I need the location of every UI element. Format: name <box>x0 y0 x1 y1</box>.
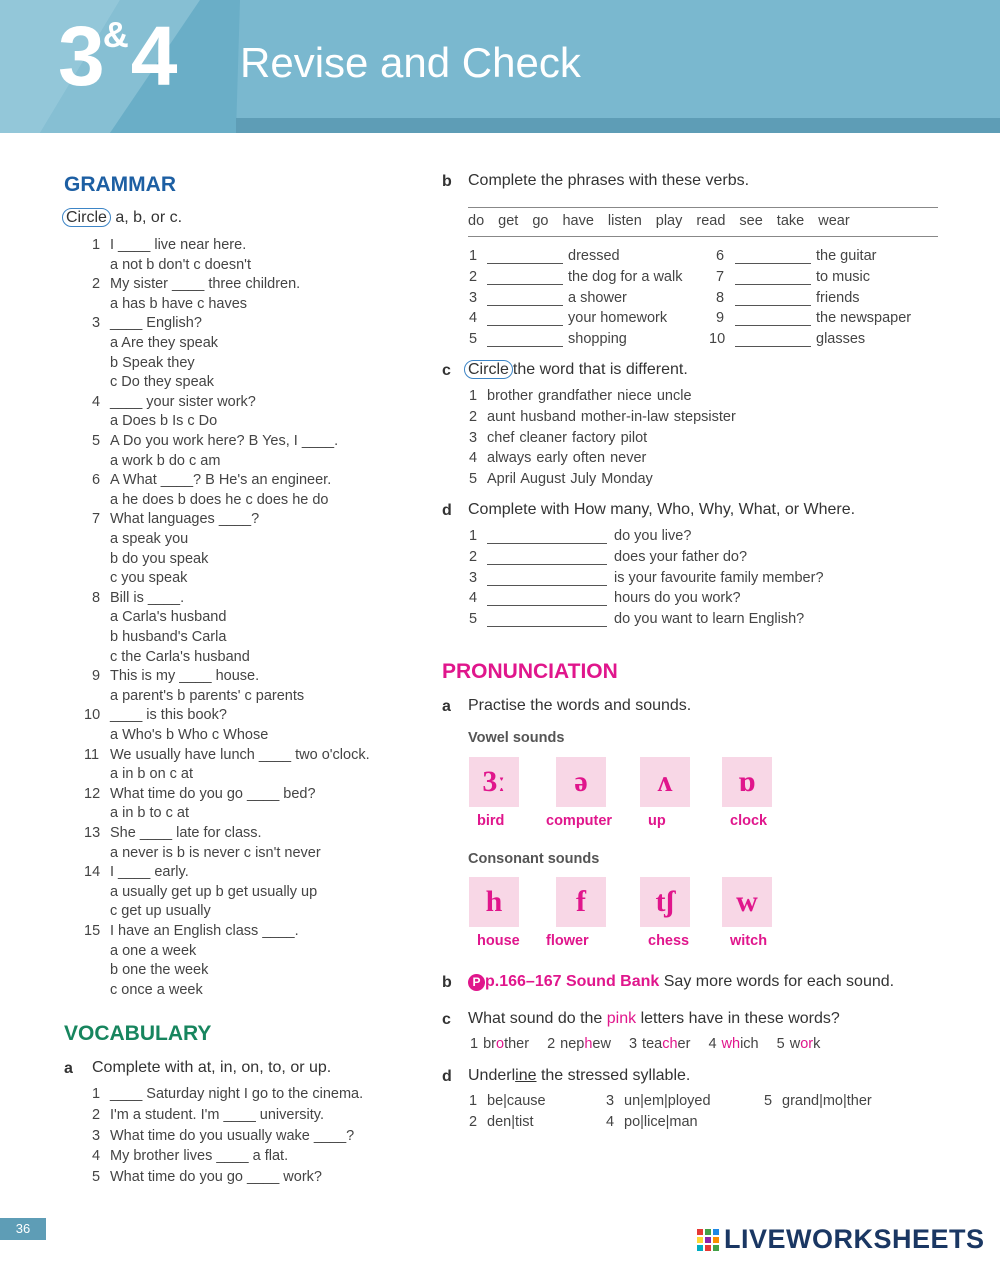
question-number: 2 <box>92 276 101 293</box>
answer-option[interactable]: a Are they speak <box>110 335 219 351</box>
sound-word: house <box>477 933 520 949</box>
question-number: 12 <box>84 785 101 802</box>
liveworksheets-brand: LIVEWORKSHEETS <box>724 1224 985 1254</box>
answer-blank[interactable] <box>487 251 563 264</box>
question-text: What languages ____? <box>110 511 260 528</box>
item-number: 8 <box>716 289 725 306</box>
answer-option[interactable]: c the Carla's husband <box>110 648 250 665</box>
answer-option[interactable]: a never is b is never c isn't never <box>110 844 321 861</box>
vocab-b-instruction: Complete the phrases with these verbs. <box>468 172 750 189</box>
sound-symbol: w <box>736 885 758 918</box>
question-text: What time do you go ____ bed? <box>110 785 316 802</box>
answer-option[interactable]: a parent's b parents' c parents <box>110 687 305 704</box>
item-number: 4 <box>469 590 478 607</box>
answer-blank[interactable] <box>487 272 563 285</box>
answer-option[interactable]: a in b on c at <box>110 766 194 783</box>
question-number: 11 <box>84 746 100 763</box>
phrase-text: shopping <box>568 331 627 348</box>
phrase-text: the newspaper <box>816 310 912 327</box>
question-number: 8 <box>92 589 101 606</box>
phrase-text: glasses <box>816 331 866 348</box>
item-number: 1 <box>469 528 478 544</box>
item-number: 1 <box>470 1036 479 1052</box>
item-number: 9 <box>716 310 725 327</box>
answer-option[interactable]: c get up usually <box>110 903 211 920</box>
syllable-word[interactable]: be|cause <box>487 1093 546 1109</box>
pronunciation-heading: PRONUNCIATION <box>442 660 618 683</box>
question-number: 13 <box>84 825 101 841</box>
question-text: She ____ late for class. <box>110 825 262 841</box>
vocab-c-letter: c <box>442 362 451 379</box>
item-number: 5 <box>92 1169 101 1186</box>
question-text: A What ____? B He's an engineer. <box>110 472 332 489</box>
vocab-a-letter: a <box>64 1060 73 1077</box>
answer-option[interactable]: a not b don't c doesn't <box>110 256 251 273</box>
word-part: br <box>483 1036 496 1052</box>
vocab-a-sentence: What time do you usually wake ____? <box>110 1127 355 1144</box>
word-part: ich <box>740 1036 759 1052</box>
vocab-d-letter: d <box>442 502 452 519</box>
answer-option[interactable]: a speak you <box>110 531 189 547</box>
sound-bank-icon: P <box>468 974 485 991</box>
word-part: ther <box>504 1036 530 1052</box>
item-number: 5 <box>764 1093 773 1109</box>
item-number: 2 <box>92 1106 101 1123</box>
pron-d-instruction: Underline the stressed syllable. <box>468 1067 691 1084</box>
question-text: This is my ____ house. <box>110 668 260 685</box>
question-text: ____ English? <box>110 315 202 332</box>
phrase-text: a shower <box>568 289 627 306</box>
question-number: 15 <box>84 923 101 939</box>
question-number: 5 <box>92 433 101 449</box>
item-number: 10 <box>709 331 726 348</box>
item-number: 5 <box>469 331 478 348</box>
item-number: 2 <box>469 268 478 285</box>
pron-b-letter: b <box>442 974 452 991</box>
item-number: 5 <box>776 1036 785 1052</box>
pron-a-instruction: Practise the words and sounds. <box>468 697 692 714</box>
syllable-word[interactable]: po|lice|man <box>624 1114 698 1130</box>
phrase-text: dressed <box>568 248 620 264</box>
answer-option[interactable]: a work b do c am <box>110 452 221 469</box>
verb-option: get <box>498 213 519 229</box>
verb-option: listen <box>607 213 642 229</box>
page-title: Revise and Check <box>240 39 581 86</box>
verb-option: see <box>739 213 763 229</box>
answer-blank[interactable] <box>487 293 563 306</box>
sound-symbol: tʃ <box>655 885 675 918</box>
vocab-a-sentence: What time do you go ____ work? <box>110 1169 322 1186</box>
answer-option[interactable]: c you speak <box>110 570 188 587</box>
vocab-a-sentence: My brother lives ____ a flat. <box>110 1148 289 1165</box>
item-number: 2 <box>469 408 478 425</box>
item-number: 3 <box>92 1127 101 1144</box>
sound-picture <box>556 757 606 807</box>
item-number: 4 <box>92 1148 101 1165</box>
item-number: 3 <box>469 569 478 586</box>
verb-option: play <box>655 213 683 229</box>
answer-option[interactable]: c Do they speak <box>110 374 214 391</box>
answer-blank[interactable] <box>735 334 811 347</box>
word-group[interactable]: brother grandfather niece uncle <box>487 388 692 404</box>
item-number: 5 <box>469 471 478 488</box>
question-text: do you live? <box>614 528 692 544</box>
sound-picture <box>722 877 772 927</box>
word-part: w <box>789 1036 801 1052</box>
header-stripe <box>236 118 1000 133</box>
pron-c-letter: c <box>442 1011 451 1028</box>
sound-picture <box>469 877 519 927</box>
answer-option[interactable]: a Carla's husband <box>110 609 227 626</box>
sound-word: chess <box>648 933 690 949</box>
word-group[interactable]: aunt husband mother-in-law stepsister <box>487 408 736 425</box>
answer-option[interactable]: a Who's b Who c Whose <box>110 727 269 743</box>
question-number: 7 <box>92 511 101 528</box>
word-group[interactable]: always early often never <box>487 450 647 467</box>
unit-number: 3&4 <box>58 9 174 103</box>
sound-picture <box>469 757 519 807</box>
question-number: 1 <box>92 237 101 253</box>
question-number: 3 <box>92 315 101 332</box>
sound-symbol: f <box>576 885 586 918</box>
sound-symbol: ʌ <box>657 765 673 798</box>
answer-option[interactable]: b Speak they <box>110 354 195 371</box>
question-number: 14 <box>84 864 101 881</box>
sound-picture <box>640 877 690 927</box>
pink-letters: o <box>495 1036 505 1052</box>
sound-word: clock <box>730 813 768 829</box>
sound-symbol: ə <box>574 765 588 798</box>
pron-word <box>470 1036 529 1052</box>
sound-word: computer <box>546 813 613 829</box>
answer-option[interactable]: a Does b Is c Do <box>110 413 218 430</box>
grammar-heading: GRAMMAR <box>64 173 176 196</box>
question-number: 10 <box>84 707 101 724</box>
answer-blank[interactable] <box>487 313 563 326</box>
answer-option[interactable]: a he does b does he c does he do <box>110 491 329 508</box>
vocab-a-sentence: ____ Saturday night I go to the cinema. <box>110 1086 364 1102</box>
answer-blank[interactable] <box>487 334 563 347</box>
liveworksheets-logo-icon <box>697 1229 719 1251</box>
item-number: 2 <box>547 1036 556 1052</box>
answer-option[interactable]: a usually get up b get usually up <box>110 883 318 900</box>
answer-option[interactable]: b one the week <box>110 962 209 979</box>
item-number: 1 <box>469 248 478 264</box>
sound-picture <box>556 877 606 927</box>
sound-picture <box>640 757 690 807</box>
pink-letters: h <box>584 1036 593 1052</box>
vowel-sounds-label: Vowel sounds <box>468 730 565 746</box>
question-number: 9 <box>92 668 101 685</box>
verb-option: read <box>696 213 726 229</box>
phrase-text: your homework <box>568 310 668 327</box>
answer-blank[interactable] <box>487 593 607 606</box>
vocab-c-instruction: Circle the word that is different. <box>468 362 688 378</box>
syllable-word[interactable]: un|em|ployed <box>624 1093 711 1109</box>
pron-word <box>708 1036 758 1052</box>
question-text: Bill is ____. <box>110 589 185 606</box>
answer-option[interactable]: b do you speak <box>110 550 209 567</box>
question-text: I have an English class ____. <box>110 923 299 939</box>
item-number: 4 <box>606 1114 615 1130</box>
pink-letters: wh <box>721 1036 741 1052</box>
sound-bank-link[interactable]: p.166–167 Sound Bank <box>485 973 660 990</box>
question-text: ____ is this book? <box>110 707 227 724</box>
pron-word <box>547 1036 611 1052</box>
item-number: 3 <box>628 1036 638 1052</box>
question-text: do you want to learn English? <box>614 611 805 628</box>
word-group[interactable]: chef cleaner factory pilot <box>487 429 648 446</box>
answer-blank[interactable] <box>735 313 811 326</box>
answer-blank[interactable] <box>735 293 811 306</box>
word-part: tea <box>642 1036 663 1052</box>
question-text: hours do you work? <box>614 590 741 607</box>
answer-option[interactable]: a in b to c at <box>110 805 189 822</box>
verb-option: wear <box>818 213 850 229</box>
question-text: is your favourite family member? <box>614 569 824 586</box>
item-number: 2 <box>469 1114 478 1130</box>
pron-word <box>777 1036 821 1052</box>
sound-symbol: ɒ <box>738 765 756 798</box>
question-text: I ____ early. <box>110 864 189 881</box>
question-text: I ____ live near here. <box>110 237 247 253</box>
verb-option: do <box>468 213 485 229</box>
pron-word <box>629 1036 690 1052</box>
phrase-text: friends <box>816 289 860 306</box>
sound-word: flower <box>546 933 589 949</box>
sound-symbol: 3ː <box>482 765 506 798</box>
sound-word: bird <box>477 813 505 829</box>
answer-option[interactable]: a has b have c haves <box>110 295 248 312</box>
pron-c-instruction: What sound do the pink letters have in these words? <box>468 1010 840 1027</box>
item-number: 1 <box>92 1086 101 1102</box>
word-part: ew <box>592 1036 611 1052</box>
item-number: 2 <box>469 548 478 565</box>
item-number: 1 <box>469 1093 478 1109</box>
pron-c-words <box>470 1037 838 1052</box>
answer-option[interactable]: a one a week <box>110 942 197 959</box>
item-number: 3 <box>469 429 478 446</box>
item-number: 4 <box>469 450 478 467</box>
verb-option: take <box>776 213 805 229</box>
question-number: 4 <box>92 393 101 410</box>
question-text: We usually have lunch ____ two o'clock. <box>110 746 370 763</box>
pink-letters: or <box>800 1036 814 1052</box>
answer-blank[interactable] <box>487 573 607 586</box>
pron-a-letter: a <box>442 698 451 715</box>
vocab-a-instruction: Complete with at, in, on, to, or up. <box>92 1059 332 1076</box>
page-number: 36 <box>0 1218 46 1240</box>
sound-symbol: h <box>485 885 503 918</box>
answer-blank[interactable] <box>487 614 607 627</box>
verb-list <box>468 214 864 229</box>
question-text: A Do you work here? B Yes, I ____. <box>110 433 339 449</box>
pink-letters: ch <box>662 1036 678 1052</box>
consonant-sounds-label: Consonant sounds <box>468 851 600 867</box>
phrase-text: to music <box>816 268 870 285</box>
question-text: ____ your sister work? <box>110 393 256 410</box>
vocabulary-heading: VOCABULARY <box>64 1022 212 1045</box>
verb-option: go <box>532 213 549 229</box>
verb-option: have <box>562 213 594 229</box>
vocab-a-sentence: I'm a student. I'm ____ university. <box>110 1106 325 1123</box>
item-number: 1 <box>469 388 478 404</box>
syllable-word[interactable]: grand|mo|ther <box>782 1093 872 1109</box>
sound-picture <box>722 757 772 807</box>
question-text: My sister ____ three children. <box>110 276 301 293</box>
phrase-text: the guitar <box>816 248 877 264</box>
answer-option[interactable]: b husband's Carla <box>110 629 227 645</box>
word-part: nep <box>560 1036 585 1052</box>
vocab-d-instruction: Complete with How many, Who, Why, What, or Where. <box>468 501 856 518</box>
item-number: 6 <box>716 248 725 264</box>
vocab-b-letter: b <box>442 173 452 190</box>
grammar-instruction: Circle a, b, or c. <box>66 210 182 226</box>
phrase-text: the dog for a walk <box>568 268 683 285</box>
question-number: 6 <box>92 472 101 489</box>
answer-blank[interactable] <box>487 552 607 565</box>
answer-blank[interactable] <box>735 272 811 285</box>
sound-word: up <box>648 813 666 829</box>
answer-blank[interactable] <box>735 251 811 264</box>
item-number: 3 <box>606 1093 615 1109</box>
syllable-word[interactable]: den|tist <box>487 1114 534 1130</box>
item-number: 5 <box>469 611 478 628</box>
item-number: 4 <box>469 310 478 327</box>
item-number: 3 <box>469 289 478 306</box>
answer-option[interactable]: c once a week <box>110 981 203 998</box>
question-text: does your father do? <box>614 548 748 565</box>
answer-blank[interactable] <box>487 531 607 544</box>
pron-d-letter: d <box>442 1068 452 1085</box>
sound-word: witch <box>730 933 768 949</box>
word-part: er <box>677 1036 691 1052</box>
item-number: 7 <box>716 268 725 285</box>
word-group[interactable]: April August July Monday <box>487 471 653 488</box>
pron-b-instruction: P p.166–167 Sound Bank Say more words for each sound. <box>468 974 894 991</box>
word-part: k <box>813 1036 821 1052</box>
item-number: 4 <box>708 1036 717 1052</box>
